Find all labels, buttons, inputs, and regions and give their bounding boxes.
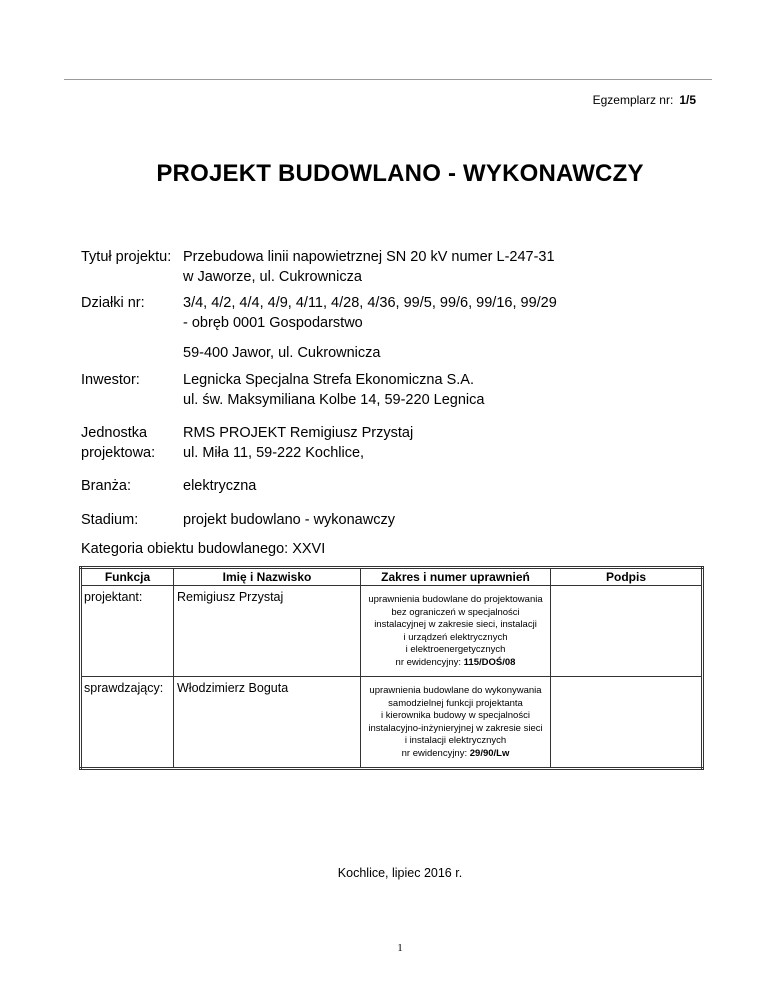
scope-line: instalacyjno-inżynieryjnej w zakresie sieci	[368, 722, 543, 734]
investor-line2: ul. św. Maksymiliana Kolbe 14, 59-220 Legnica	[183, 392, 485, 408]
checker-scope	[361, 677, 551, 769]
registration-line	[363, 657, 548, 670]
scope-line: bez ograniczeń w specjalności	[391, 606, 520, 618]
scope-line: uprawnienia budowlane do wykonywania	[369, 685, 542, 696]
project-title-line2: w Jaworze, ul. Cukrownicza	[183, 269, 362, 285]
designer-name: Remigiusz Przystaj	[174, 586, 361, 677]
plots-line1: 3/4, 4/2, 4/4, 4/9, 4/11, 4/28, 4/36, 99/5, 99/6, 99/16, 99/29	[183, 295, 557, 311]
designer-function: projektant:	[81, 586, 174, 677]
registration-number: 29/90/Lw	[469, 747, 510, 759]
header-scope: Zakres i numer uprawnień	[361, 568, 551, 586]
scope-line: i urządzeń elektrycznych	[403, 631, 508, 643]
header-function: Funkcja	[81, 568, 174, 586]
table-header-row	[81, 568, 703, 586]
branch-value: elektryczna	[183, 478, 257, 494]
checker-signature	[551, 677, 703, 769]
copy-number-value: 1/5	[679, 93, 696, 107]
scope-line: instalacyjnej w zakresie sieci, instalacji	[374, 619, 537, 630]
header-signature: Podpis	[551, 568, 703, 586]
checker-function: sprawdzający:	[81, 677, 174, 769]
stage-value: projekt budowlano - wykonawczy	[183, 512, 395, 528]
design-unit-line2: ul. Miła 11, 59-222 Kochlice,	[183, 445, 365, 461]
top-rule	[64, 79, 712, 80]
plots-line2: - obręb 0001 Gospodarstwo	[183, 315, 363, 331]
design-unit-label-line1: Jednostka	[81, 425, 148, 441]
signatures-table	[79, 566, 704, 770]
page-number: 1	[397, 942, 403, 954]
project-title-line1: Przebudowa linii napowietrznej SN 20 kV numer L-247-31	[183, 249, 555, 265]
building-category: Kategoria obiektu budowlanego: XXVI	[81, 541, 326, 557]
registration-label: nr ewidencyjny:	[395, 656, 462, 668]
copy-number-label: Egzemplarz nr:	[592, 93, 674, 107]
stage-label: Stadium:	[81, 512, 139, 528]
plots-line3: 59-400 Jawor, ul. Cukrownicza	[183, 345, 381, 361]
design-unit-line1: RMS PROJEKT Remigiusz Przystaj	[183, 425, 414, 441]
scope-line: i instalacji elektrycznych	[404, 735, 507, 746]
document-title: PROJEKT BUDOWLANO - WYKONAWCZY	[156, 160, 644, 187]
header-name: Imię i Nazwisko	[174, 568, 361, 586]
place-and-date: Kochlice, lipiec 2016 r.	[337, 866, 463, 880]
scope-line: i elektroenergetycznych	[405, 644, 506, 655]
copy-number	[593, 93, 696, 107]
design-unit-label-line2: projektowa:	[81, 445, 156, 461]
investor-label: Inwestor:	[81, 372, 140, 388]
designer-scope	[361, 586, 551, 677]
scope-line: samodzielnej funkcji projektanta	[388, 697, 523, 709]
investor-line1: Legnicka Specjalna Strefa Ekonomiczna S.A.	[183, 372, 474, 388]
registration-label: nr ewidencyjny:	[401, 747, 468, 759]
project-title-label: Tytuł projektu:	[81, 249, 172, 265]
designer-signature	[551, 586, 703, 677]
scope-line: uprawnienia budowlane do projektowania	[368, 594, 543, 605]
table-row	[81, 586, 703, 677]
branch-label: Branża:	[81, 478, 131, 494]
scope-line: i kierownika budowy w specjalności	[381, 710, 530, 721]
registration-number: 115/DOŚ/08	[463, 656, 516, 668]
registration-line	[363, 748, 548, 761]
table-row	[81, 677, 703, 769]
checker-name: Włodzimierz Boguta	[174, 677, 361, 769]
plots-label: Działki nr:	[81, 295, 145, 311]
